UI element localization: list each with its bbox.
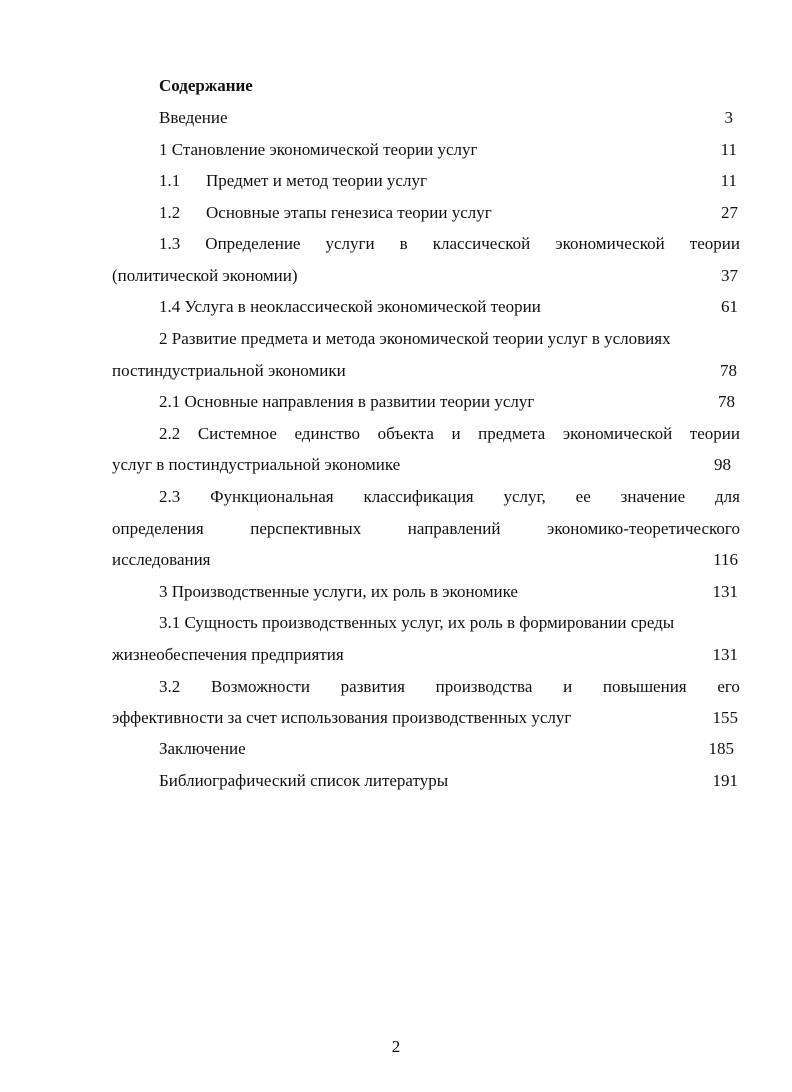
- toc-entry-conclusion: Заключение: [159, 739, 246, 758]
- toc-entry-s2-2-line1: [159, 423, 740, 445]
- toc-page-bibliography: 191: [712, 771, 738, 790]
- toc-entry-s2-3-line3: исследования: [112, 550, 211, 569]
- toc-word: услуг,: [503, 487, 546, 506]
- toc-page-s3-1: 131: [712, 645, 738, 664]
- toc-page-ch2: 78: [720, 361, 737, 380]
- toc-word: 1.3: [159, 234, 181, 253]
- toc-entry-s3-2-line1: [159, 676, 740, 698]
- toc-word: 3.2: [159, 677, 181, 696]
- page-number: 2: [391, 1037, 401, 1056]
- toc-word: единство: [294, 424, 361, 443]
- toc-entry-ch2-line2: постиндустриальной экономики: [112, 361, 346, 380]
- toc-word: его: [717, 677, 740, 696]
- toc-word: экономико-теоретического: [547, 519, 740, 538]
- toc-entry-s1-3-line1: [159, 233, 740, 255]
- toc-word: теории: [689, 424, 740, 443]
- toc-entry-s2-3-line2: [112, 518, 740, 540]
- toc-page-s1-1: 11: [720, 171, 737, 190]
- toc-page-s1-3: 37: [721, 266, 738, 285]
- toc-word: ее: [575, 487, 591, 506]
- toc-word: предмета: [478, 424, 546, 443]
- toc-word: услуги: [325, 234, 375, 253]
- toc-entry-ch2-line1: 2 Развитие предмета и метода экономической теории услуг в условиях: [159, 329, 671, 348]
- toc-num-s1-2: 1.2: [159, 203, 181, 222]
- toc-word: и: [563, 677, 573, 696]
- toc-entry-intro: Введение: [159, 108, 228, 127]
- toc-word: производства: [435, 677, 533, 696]
- toc-entry-s1-4: 1.4 Услуга в неоклассической экономической теории: [159, 297, 541, 316]
- toc-page-conclusion: 185: [708, 739, 734, 758]
- toc-word: классической: [432, 234, 531, 253]
- toc-word: повышения: [602, 677, 687, 696]
- toc-word: развития: [340, 677, 405, 696]
- toc-entry-s3-2-line2: эффективности за счет использования производственных услуг: [112, 708, 572, 727]
- toc-word: для: [715, 487, 740, 506]
- toc-entry-bibliography: Библиографический список литературы: [159, 771, 449, 790]
- toc-word: Возможности: [210, 677, 310, 696]
- toc-page-s1-2: 27: [721, 203, 738, 222]
- toc-title-s1-2: Основные этапы генезиса теории услуг: [206, 203, 492, 222]
- toc-word: классификация: [363, 487, 474, 506]
- toc-word: теории: [689, 234, 740, 253]
- toc-word: объекта: [377, 424, 434, 443]
- toc-entry-s3-1-line2: жизнеобеспечения предприятия: [112, 645, 344, 664]
- toc-word: перспективных: [250, 519, 362, 538]
- toc-entry-s2-3-line1: [159, 486, 740, 508]
- toc-entry-ch1: 1 Становление экономической теории услуг: [159, 140, 478, 159]
- toc-word: определения: [112, 519, 204, 538]
- toc-page-s2-2: 98: [714, 455, 731, 474]
- toc-word: 2.2: [159, 424, 181, 443]
- toc-entry-s3-1-line1: 3.1 Сущность производственных услуг, их роль в формировании среды: [159, 613, 675, 632]
- toc-entry-s1-1: [159, 170, 427, 192]
- toc-page-s3-2: 155: [712, 708, 738, 727]
- toc-page-intro: 3: [724, 108, 733, 127]
- toc-word: и: [451, 424, 461, 443]
- toc-word: Определение: [205, 234, 301, 253]
- toc-page-s1-4: 61: [721, 297, 738, 316]
- toc-word: Функциональная: [210, 487, 334, 506]
- toc-entry-s1-3-line2: (политической экономии): [112, 266, 298, 285]
- toc-num-s1-1: 1.1: [159, 171, 181, 190]
- toc-page-ch3: 131: [712, 582, 738, 601]
- toc-entry-s2-1: 2.1 Основные направления в развитии теории услуг: [159, 392, 535, 411]
- toc-word: направлений: [407, 519, 501, 538]
- toc-entry-s1-2: [159, 202, 492, 224]
- toc-word: 2.3: [159, 487, 181, 506]
- toc-page-ch1: 11: [720, 140, 737, 159]
- toc-word: Системное: [197, 424, 277, 443]
- toc-page-s2-1: 78: [718, 392, 735, 411]
- toc-word: в: [399, 234, 408, 253]
- toc-page-s2-3: 116: [713, 550, 738, 569]
- toc-word: экономической: [555, 234, 665, 253]
- toc-entry-ch3: 3 Производственные услуги, их роль в экономике: [159, 582, 518, 601]
- toc-word: значение: [620, 487, 686, 506]
- toc-heading: Содержание: [159, 76, 253, 95]
- toc-title-s1-1: Предмет и метод теории услуг: [206, 171, 427, 190]
- toc-entry-s2-2-line2: услуг в постиндустриальной экономике: [112, 455, 401, 474]
- toc-word: экономической: [562, 424, 673, 443]
